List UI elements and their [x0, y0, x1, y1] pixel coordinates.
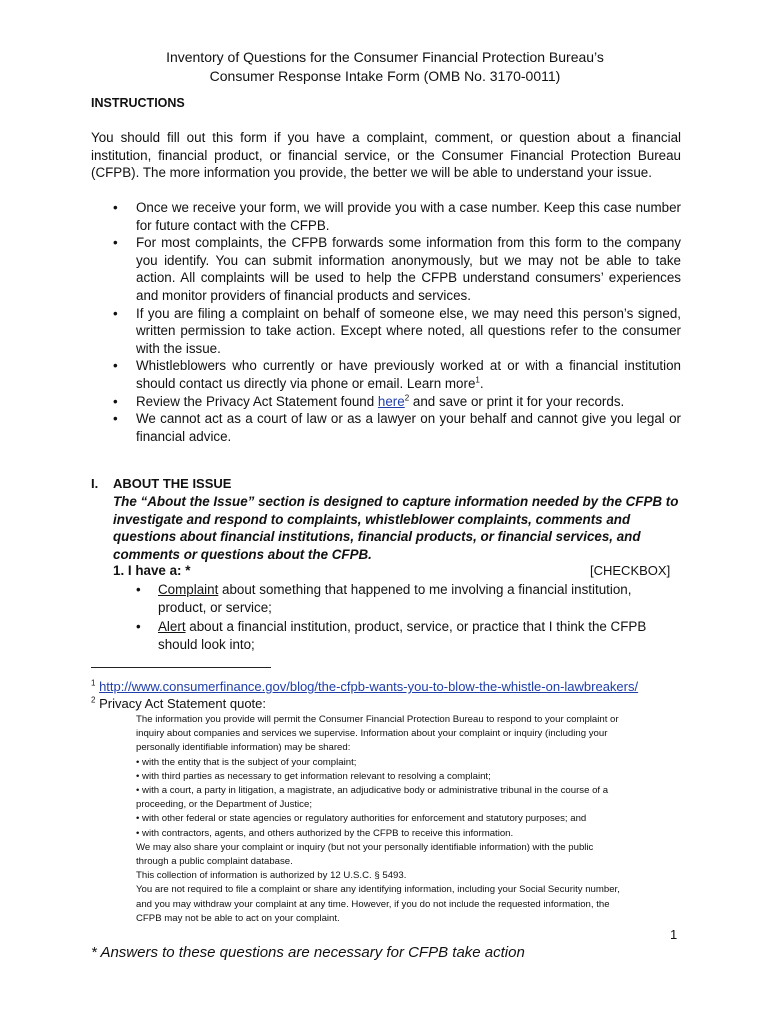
- privacy-line: • with contractors, agents, and others authorized by the CFPB to receive this information.: [136, 827, 514, 839]
- footnote-2: [91, 696, 266, 711]
- section-number: I.: [91, 476, 99, 491]
- privacy-line: • with a court, a party in litigation, a magistrate, an adjudicative body or administrative tribunal in the course of a: [136, 785, 609, 797]
- footnote-1: [91, 679, 638, 694]
- whistleblower-blog-link[interactable]: http://www.consumerfinance.gov/blog/the-cfpb-wants-you-to-blow-the-whistle-on-lawbreakers/: [99, 679, 639, 694]
- option-keyword: Alert: [158, 619, 186, 635]
- whistleblower-text: Whistleblowers who currently or have previously worked at or with a financial institution should contact us directly via phone or email. Learn more: [136, 358, 681, 391]
- privacy-line: This collection of information is authorized by 12 U.S.C. § 5493.: [136, 870, 407, 882]
- privacy-line: through a public complaint database.: [136, 856, 293, 868]
- intro-paragraph: You should fill out this form if you have a complaint, comment, or question about a financial institution, financial product, or financial service, or the Consumer Financial Protection Bureau (CFPB). The more information you provide, the better we will be able to understand your issue.: [91, 130, 681, 181]
- privacy-line: CFPB may not be able to act on your complaint.: [136, 912, 340, 924]
- option-text: about a financial institution, product, service, or practice that I think the CFPB should look into;: [158, 619, 647, 652]
- privacy-line: proceeding, or the Department of Justice;: [136, 799, 312, 811]
- privacy-line: and you may withdraw your complaint at any time. However, if you do not include the requested information, the: [136, 898, 610, 910]
- list-item: • Once we receive your form, we will provide you with a case number. Keep this case number for future contact with the CFPB.: [113, 199, 681, 234]
- field-type-tag: [CHECKBOX]: [590, 563, 671, 578]
- page-number: 1: [670, 927, 678, 942]
- footnote-divider: [91, 667, 271, 668]
- privacy-statement-link[interactable]: here: [377, 393, 405, 409]
- privacy-line: • with the entity that is the subject of your complaint;: [136, 756, 357, 768]
- footnote-ref-2: 2: [404, 393, 410, 403]
- privacy-line: The information you provide will permit the Consumer Financial Protection Bureau to respond to your complaint or: [136, 714, 619, 725]
- list-item: • We cannot act as a court of law or as a lawyer on your behalf and cannot give you legal or financial advice.: [113, 410, 681, 445]
- document-title-line-1: Inventory of Questions for the Consumer Financial Protection Bureau’s: [166, 49, 604, 65]
- question-1-options: [136, 581, 676, 655]
- instructions-heading: INSTRUCTIONS: [91, 96, 185, 110]
- privacy-line: personally identifiable information) may be shared:: [136, 742, 351, 754]
- privacy-line: • with other federal or state agencies or regulatory authorities for enforcement and statutory purposes; and: [136, 813, 587, 825]
- instructions-list: [113, 199, 681, 445]
- list-item: • For most complaints, the CFPB forwards some information from this form to the company you identify. You can submit information anonymously, but we may not be able to take action. All complaints will be used to help the CFPB understand consumers’ experiences and monitor providers of financial products and services.: [113, 234, 681, 304]
- period: .: [479, 375, 484, 391]
- privacy-line: inquiry about companies and services we supervise. Information about your complaint or inquiry (including your: [136, 728, 608, 740]
- section-description: The “About the Issue” section is designed to capture information needed by the CFPB to investigate and respond to complaints, whistleblower complaints, comments and questions about financial institutions, financial products, or financial services, and comments or questions about the CFPB.: [113, 494, 679, 562]
- option-complaint[interactable]: [136, 581, 676, 616]
- option-text: about something that happened to me involving a financial institution, product, or service;: [158, 582, 632, 615]
- privacy-review-text-end: and save or print it for your records.: [409, 393, 625, 409]
- footnote-label: Privacy Act Statement quote:: [99, 696, 266, 711]
- privacy-review-text: Review the Privacy Act Statement found: [136, 393, 378, 409]
- privacy-line: We may also share your complaint or inquiry (but not your personally identifiable information) with the public: [136, 841, 594, 853]
- footer-note: * Answers to these questions are necessary for CFPB take action: [91, 944, 525, 961]
- footnote-number: 1: [91, 678, 96, 688]
- document-title-line-2: Consumer Response Intake Form (OMB No. 3170-0011): [209, 68, 561, 84]
- question-1-label: 1. I have a: *: [113, 563, 191, 578]
- privacy-line: You are not required to file a complaint or share any identifying information, including your Social Security number,: [136, 884, 620, 896]
- list-item: • If you are filing a complaint on behalf of someone else, we may need this person’s signed, written permission to take action. Except where noted, all questions refer to the consumer with the issue.: [113, 305, 681, 358]
- footnote-ref-1: 1: [475, 375, 480, 385]
- privacy-act-quote: [136, 713, 676, 926]
- option-keyword: Complaint: [158, 582, 219, 597]
- footnote-number: 2: [91, 695, 96, 705]
- privacy-line: • with third parties as necessary to get information relevant to resolving a complaint;: [136, 770, 491, 782]
- list-item: [113, 393, 681, 411]
- list-item: [113, 357, 681, 392]
- section-title: ABOUT THE ISSUE: [113, 476, 232, 491]
- option-alert[interactable]: [136, 618, 676, 653]
